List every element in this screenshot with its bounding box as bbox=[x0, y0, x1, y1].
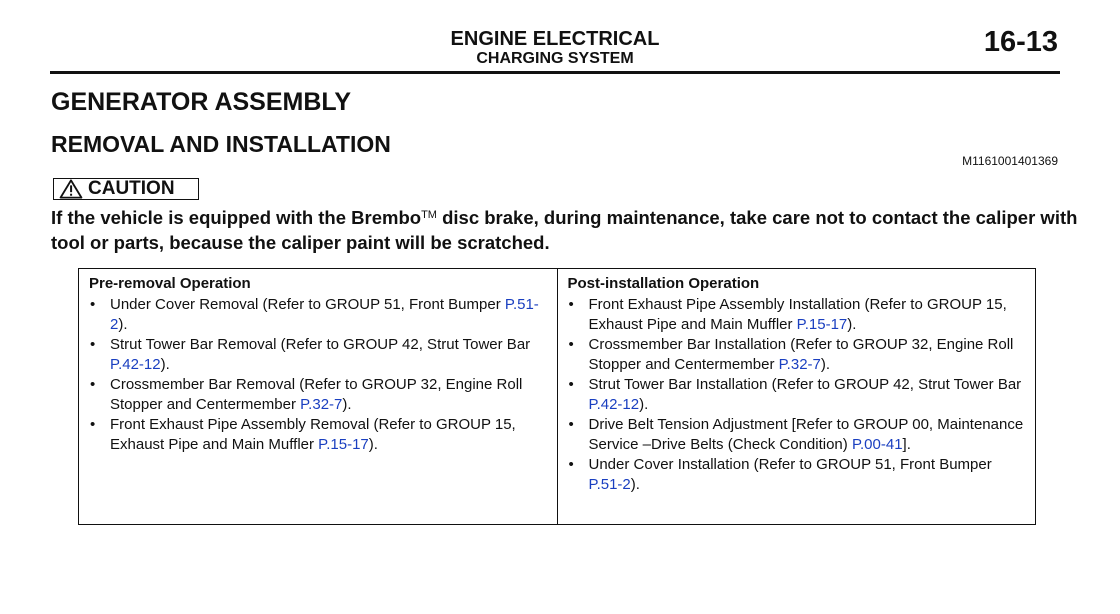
list-item-text: Front Exhaust Pipe Assembly Removal (Refer to GROUP 15, Exhaust Pipe and Main Muffler bbox=[110, 416, 516, 453]
caution-label: CAUTION bbox=[88, 178, 175, 199]
document-code: M1161001401369 bbox=[962, 154, 1058, 168]
page-reference-link[interactable]: P.42-12 bbox=[110, 356, 161, 373]
list-item-text: Front Exhaust Pipe Assembly Installation (Refer to GROUP 15, Exhaust Pipe and Main Muffler bbox=[588, 296, 1007, 333]
list-item-text: Strut Tower Bar Installation (Refer to GROUP 42, Strut Tower Bar bbox=[588, 376, 1022, 393]
list-item bbox=[568, 415, 1026, 455]
caution-text-after: disc brake, during maintenance, take care not to contact the caliper with tool or parts, because the caliper paint will be scratched. bbox=[51, 207, 1078, 253]
page-number: 16-13 bbox=[983, 26, 1058, 58]
page-reference-link[interactable]: P.32-7 bbox=[300, 396, 343, 413]
post-installation-column bbox=[557, 269, 1036, 525]
subsection-title: REMOVAL AND INSTALLATION bbox=[51, 131, 391, 157]
page-reference-link[interactable]: P.15-17 bbox=[796, 316, 848, 333]
list-item-text: Drive Belt Tension Adjustment [Refer to GROUP 00, Maintenance Service –Drive Belts (Check Condition) bbox=[588, 416, 1024, 453]
list-item-tail: ). bbox=[368, 436, 378, 453]
list-item bbox=[568, 295, 1026, 335]
list-item bbox=[89, 375, 547, 415]
header-divider bbox=[50, 71, 1060, 74]
caution-text-before: If the vehicle is equipped with the Brembo bbox=[51, 207, 422, 228]
caution-box bbox=[53, 178, 199, 200]
list-item bbox=[568, 335, 1026, 375]
pre-removal-column bbox=[79, 269, 558, 525]
list-item bbox=[89, 335, 547, 375]
list-item-tail: ]. bbox=[902, 436, 911, 453]
list-item-tail: ). bbox=[847, 316, 857, 333]
page-reference-link[interactable]: P.32-7 bbox=[778, 356, 821, 373]
post-installation-list bbox=[568, 295, 1026, 495]
pre-removal-heading: Pre-removal Operation bbox=[89, 275, 251, 292]
trademark-mark: TM bbox=[421, 209, 437, 221]
caution-text bbox=[51, 203, 1081, 255]
post-installation-heading: Post-installation Operation bbox=[567, 275, 760, 292]
list-item bbox=[568, 375, 1026, 415]
list-item-text: Crossmember Bar Removal (Refer to GROUP 32, Engine Roll Stopper and Centermember bbox=[110, 376, 523, 413]
list-item bbox=[568, 455, 1026, 495]
list-item-text: Strut Tower Bar Removal (Refer to GROUP 42, Strut Tower Bar bbox=[110, 336, 531, 353]
warning-triangle-icon bbox=[58, 179, 84, 199]
list-item bbox=[89, 415, 547, 455]
list-item-text: Crossmember Bar Installation (Refer to GROUP 32, Engine Roll Stopper and Centermember bbox=[588, 336, 1014, 373]
page-reference-link[interactable]: P.00-41 bbox=[851, 436, 903, 453]
list-item-tail: ). bbox=[118, 316, 128, 333]
list-item-tail: ). bbox=[639, 396, 649, 413]
page-reference-link[interactable]: P.51-2 bbox=[588, 476, 631, 493]
header-subtitle: CHARGING SYSTEM bbox=[476, 50, 634, 67]
list-item-text: Under Cover Removal (Refer to GROUP 51, Front Bumper bbox=[110, 296, 505, 313]
list-item-tail: ). bbox=[160, 356, 170, 373]
page-reference-link[interactable]: P.15-17 bbox=[318, 436, 369, 453]
page-reference-link[interactable]: P.51-2 bbox=[110, 296, 539, 333]
list-item-tail: ). bbox=[630, 476, 640, 493]
header-title: ENGINE ELECTRICAL bbox=[450, 28, 660, 50]
list-item bbox=[89, 295, 547, 335]
page-reference-link[interactable]: P.42-12 bbox=[588, 396, 640, 413]
list-item-text: Under Cover Installation (Refer to GROUP 51, Front Bumper bbox=[588, 456, 992, 473]
page-header bbox=[0, 28, 1110, 68]
section-title: GENERATOR ASSEMBLY bbox=[51, 88, 352, 116]
list-item-tail: ). bbox=[820, 356, 831, 373]
operations-table bbox=[78, 268, 1036, 525]
pre-removal-list bbox=[89, 295, 547, 455]
list-item-tail: ). bbox=[342, 396, 352, 413]
